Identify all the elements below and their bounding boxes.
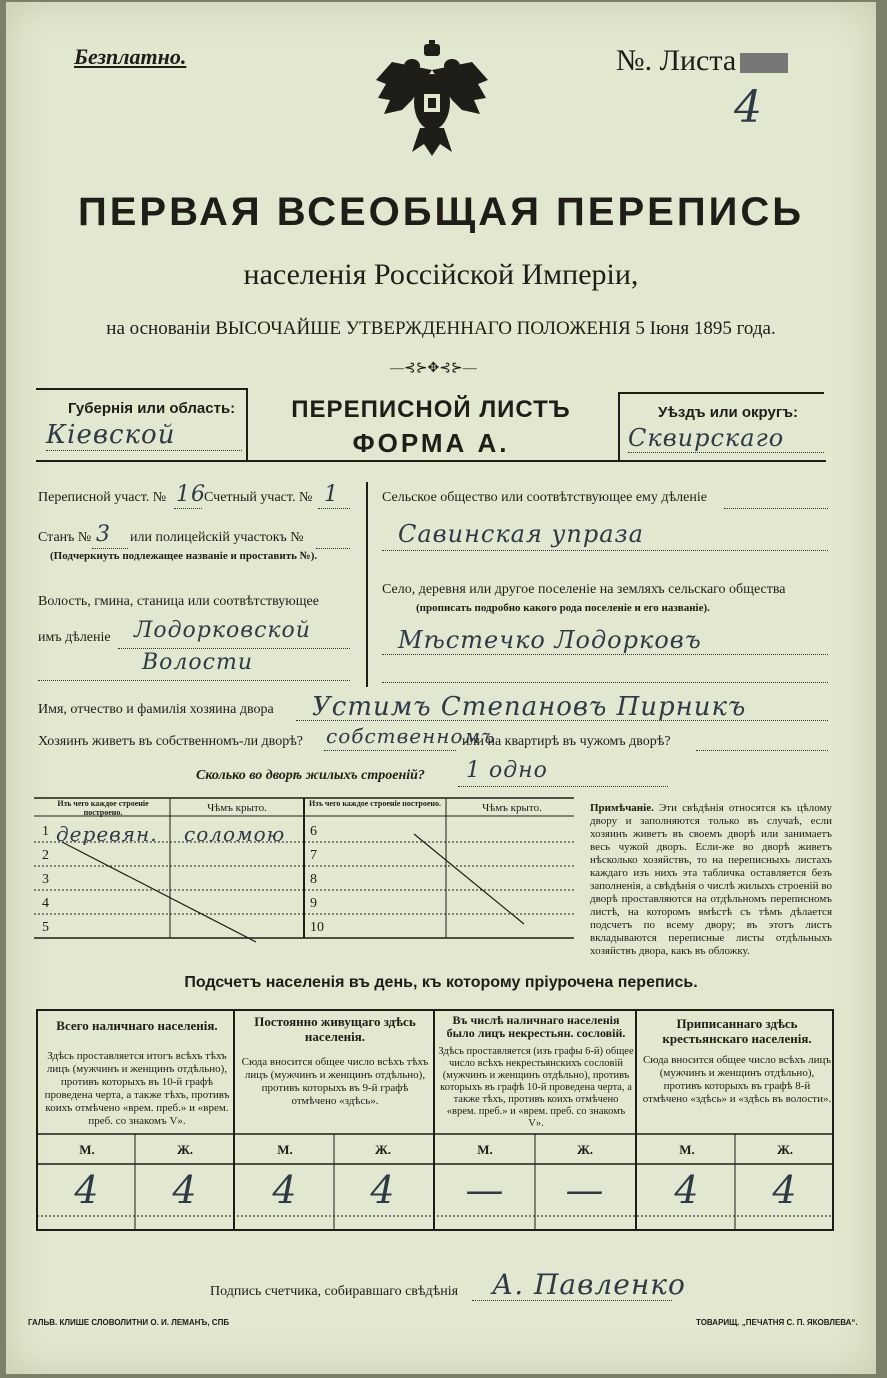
registered-female-value: 4 <box>772 1168 798 1212</box>
summary-col-head: Въ числѣ наличнаго населенія было лицъ некрестьян. сословій. <box>446 1013 626 1040</box>
field-line <box>382 654 828 655</box>
note-text: Эти свѣдѣнія относятся къ цѣлому двору и заполняются только въ случаѣ, если хозяинъ живетъ въ своемъ дворѣ или занимаетъ весь чужой дворъ. Если-же во дворѣ живетъ нѣсколько хозяйствъ, то на переписныхъ листахъ каждаго изъ нихъ эта табличка оставляется безъ заполненія, а свѣдѣнія о числѣ жилыхъ строеній во дворѣ проставляются на отдѣльномъ переписномъ листѣ, на которомъ вмѣстѣ съ тѣмъ дѣлается подсчетъ по всему двору; въ этотъ листъ вкладываются переписные листы отдѣльныхъ хозяйствъ двора, какъ въ обложку. <box>590 802 833 957</box>
female-label: Ж. <box>776 1142 794 1157</box>
divider <box>36 460 826 462</box>
field-line <box>174 508 202 509</box>
sheet-number-handwritten: 4 <box>734 82 763 133</box>
stan-label: Станъ № <box>38 530 92 545</box>
owner-lives-value: собственномъ <box>326 724 496 748</box>
buildings-col-material: Изъ чего каждое строеніе построено. <box>57 799 149 817</box>
male-label: М. <box>79 1142 95 1157</box>
resident-female-value: 4 <box>370 1168 396 1212</box>
guberniya-value: Кіевской <box>46 420 176 450</box>
note-block <box>590 802 832 958</box>
building-row-number: 1 <box>42 824 49 839</box>
building-row-number: 5 <box>42 920 49 935</box>
field-line <box>296 720 828 721</box>
owner-lives-label-2: или на квартирѣ въ чужомъ дворѣ? <box>462 734 671 749</box>
volost-label-2: имъ дѣленіе <box>38 630 111 645</box>
village-hint: (прописать подробно какого рода поселеніе и его названіе). <box>416 602 710 614</box>
summary-col-text: Сюда вносится общее число всѣхъ тѣхъ лицъ (мужчинъ и женщинъ отдѣльно), противъ которыхъ въ 9-й графѣ отмѣчено «здѣсь». <box>241 1056 429 1107</box>
village-label: Село, деревня или другое поселеніе на земляхъ сельскаго общества <box>382 582 786 597</box>
nonpeasant-male-value: — <box>465 1168 505 1212</box>
building-row-number: 7 <box>310 848 317 863</box>
female-label: Ж. <box>374 1142 392 1157</box>
note-title: Примѣчаніе. <box>590 802 654 814</box>
buildings-label: Сколько во дворѣ жилыхъ строеній? <box>196 768 425 783</box>
census-district-value: 16 <box>176 482 206 507</box>
summary-title: Подсчетъ населенія въ день, къ которому пріурочена перепись. <box>184 974 698 991</box>
male-label: М. <box>277 1142 293 1157</box>
field-line <box>458 786 668 787</box>
summary-col-text: Сюда вносится общее число всѣхъ лицъ (мужчинъ и женщинъ отдѣльно), противъ которыхъ въ графѣ 8-й отмѣчено «здѣсь» и «здѣсь въ волости». <box>642 1054 832 1105</box>
building-row-number: 9 <box>310 896 317 911</box>
stan-hint: (Подчеркнуть подлежащее названіе и проставить №). <box>50 550 318 562</box>
signature-line <box>472 1300 672 1301</box>
owner-lives-label: Хозяинъ живетъ въ собственномъ-ли дворѣ? <box>38 734 304 749</box>
summary-col-head: Приписаннаго здѣсь крестьянскаго населенія. <box>662 1016 812 1046</box>
ornament-divider: —⊰⊱✥⊰⊱— <box>390 361 477 376</box>
nonpeasant-female-value: — <box>565 1168 605 1212</box>
guberniya-line <box>46 450 242 451</box>
buildings-col-roof: Чѣмъ крыто. <box>207 802 267 814</box>
male-label: М. <box>679 1142 695 1157</box>
census-form-page <box>6 2 876 1374</box>
free-label: Безплатно. <box>74 44 187 69</box>
signature-value: А. Павленко <box>492 1268 686 1301</box>
total-female-value: 4 <box>172 1168 198 1212</box>
sheet-number-box <box>740 53 788 73</box>
sheet-number-label <box>616 44 788 78</box>
signature-label: Подпись счетчика, собиравшаго свѣдѣнія <box>210 1284 459 1299</box>
field-line <box>324 750 456 751</box>
field-line <box>724 508 828 509</box>
uezd-label: Уѣздъ или округъ: <box>658 404 799 421</box>
uezd-value: Сквирскаго <box>628 424 785 452</box>
census-district-label: Переписной участ. № <box>38 490 167 505</box>
village-value: Мѣстечко Лодорковъ <box>398 626 702 654</box>
building-1-material: деревян. <box>56 822 158 846</box>
building-row-number: 6 <box>310 824 317 839</box>
building-row-number: 8 <box>310 872 317 887</box>
building-row-number: 4 <box>42 896 49 911</box>
field-line <box>318 508 350 509</box>
summary-col-head: Всего наличнаго населенія. <box>56 1018 218 1033</box>
registered-male-value: 4 <box>674 1168 700 1212</box>
form-name: ПЕРЕПИСНОЙ ЛИСТЪ <box>291 396 571 423</box>
guberniya-label: Губернія или область: <box>68 400 236 417</box>
building-1-roof: соломою <box>184 822 286 846</box>
field-line <box>316 548 350 549</box>
buildings-value: 1 одно <box>466 758 548 783</box>
volost-label: Волость, гмина, станица или соотвѣтствующее <box>38 594 319 609</box>
field-line <box>118 648 350 649</box>
divider <box>618 392 824 394</box>
summary-col-text: Здѣсь проставляется (изъ графы 6-й) общее число всѣхъ некрестьянскихъ сословій (мужчинъ и женщинъ отдѣльно), противъ которыхъ въ графѣ 10-й проведена черта, а также тѣхъ, противъ коихъ отмѣчено «врем. преб.» и «врем. преб. со знакомъ V». <box>438 1046 634 1129</box>
counting-district-value: 1 <box>324 482 339 507</box>
form-type: ФОРМА А. <box>352 428 510 458</box>
sheet-number-text: №. Листа <box>616 44 737 77</box>
counting-district-label: Счетный участ. № <box>204 490 313 505</box>
field-line <box>92 548 128 549</box>
owner-name-label: Имя, отчество и фамилія хозяина двора <box>38 702 274 717</box>
buildings-col-material-2: Изъ чего каждое строеніе построено. <box>308 799 442 808</box>
stan-value: 3 <box>96 522 111 547</box>
printer-left: ГАЛЬВ. КЛИШЕ СЛОВОЛИТНИ О. И. ЛЕМАНЪ, СПБ <box>28 1318 230 1327</box>
owner-name-value: Устимъ Степановъ Пирникъ <box>312 692 747 722</box>
imperial-eagle-icon <box>372 40 492 160</box>
summary-col-head: Постоянно живущаго здѣсь населенія. <box>254 1014 416 1044</box>
total-male-value: 4 <box>74 1168 100 1212</box>
divider <box>618 392 620 460</box>
police-label: или полицейскій участокъ № <box>130 530 304 545</box>
resident-male-value: 4 <box>272 1168 298 1212</box>
buildings-col-roof-2: Чѣмъ крыто. <box>482 802 542 814</box>
divider <box>36 388 248 390</box>
census-title: ПЕРВАЯ ВСЕОБЩАЯ ПЕРЕПИСЬ <box>78 190 804 234</box>
female-label: Ж. <box>176 1142 194 1157</box>
society-label: Сельское общество или соотвѣтствующее ему дѣленіе <box>382 490 707 505</box>
field-line <box>382 682 828 683</box>
summary-col-text: Здѣсь проставляется итогъ всѣхъ тѣхъ лицъ (мужчинъ и женщинъ отдѣльно), противъ которыхъ въ 10-й графѣ проведена черта, а также тѣхъ, противъ коихъ отмѣчено «врем. преб.» и «врем. преб. со знакомъ V». <box>44 1050 230 1127</box>
society-value: Савинская упраза <box>398 520 644 548</box>
census-basis: на основаніи ВЫСОЧАЙШЕ УТВЕРЖДЕННАГО ПОЛОЖЕНІЯ 5 Іюня 1895 года. <box>106 318 776 339</box>
census-subtitle: населенія Россійской Имперіи, <box>243 258 639 291</box>
printer-right: ТОВАРИЩ. „ПЕЧАТНЯ С. П. ЯКОВЛЕВА“. <box>696 1318 858 1327</box>
divider <box>366 482 368 687</box>
building-row-number: 10 <box>310 920 324 935</box>
building-row-number: 2 <box>42 848 49 863</box>
field-line <box>382 550 828 551</box>
field-line <box>696 750 828 751</box>
volost-value-2: Волости <box>142 650 254 675</box>
field-line <box>38 680 350 681</box>
buildings-table-grid <box>34 794 580 950</box>
building-row-number: 3 <box>42 872 49 887</box>
uezd-line <box>628 452 824 453</box>
male-label: М. <box>477 1142 493 1157</box>
volost-value: Лодорковской <box>134 618 311 643</box>
female-label: Ж. <box>576 1142 594 1157</box>
